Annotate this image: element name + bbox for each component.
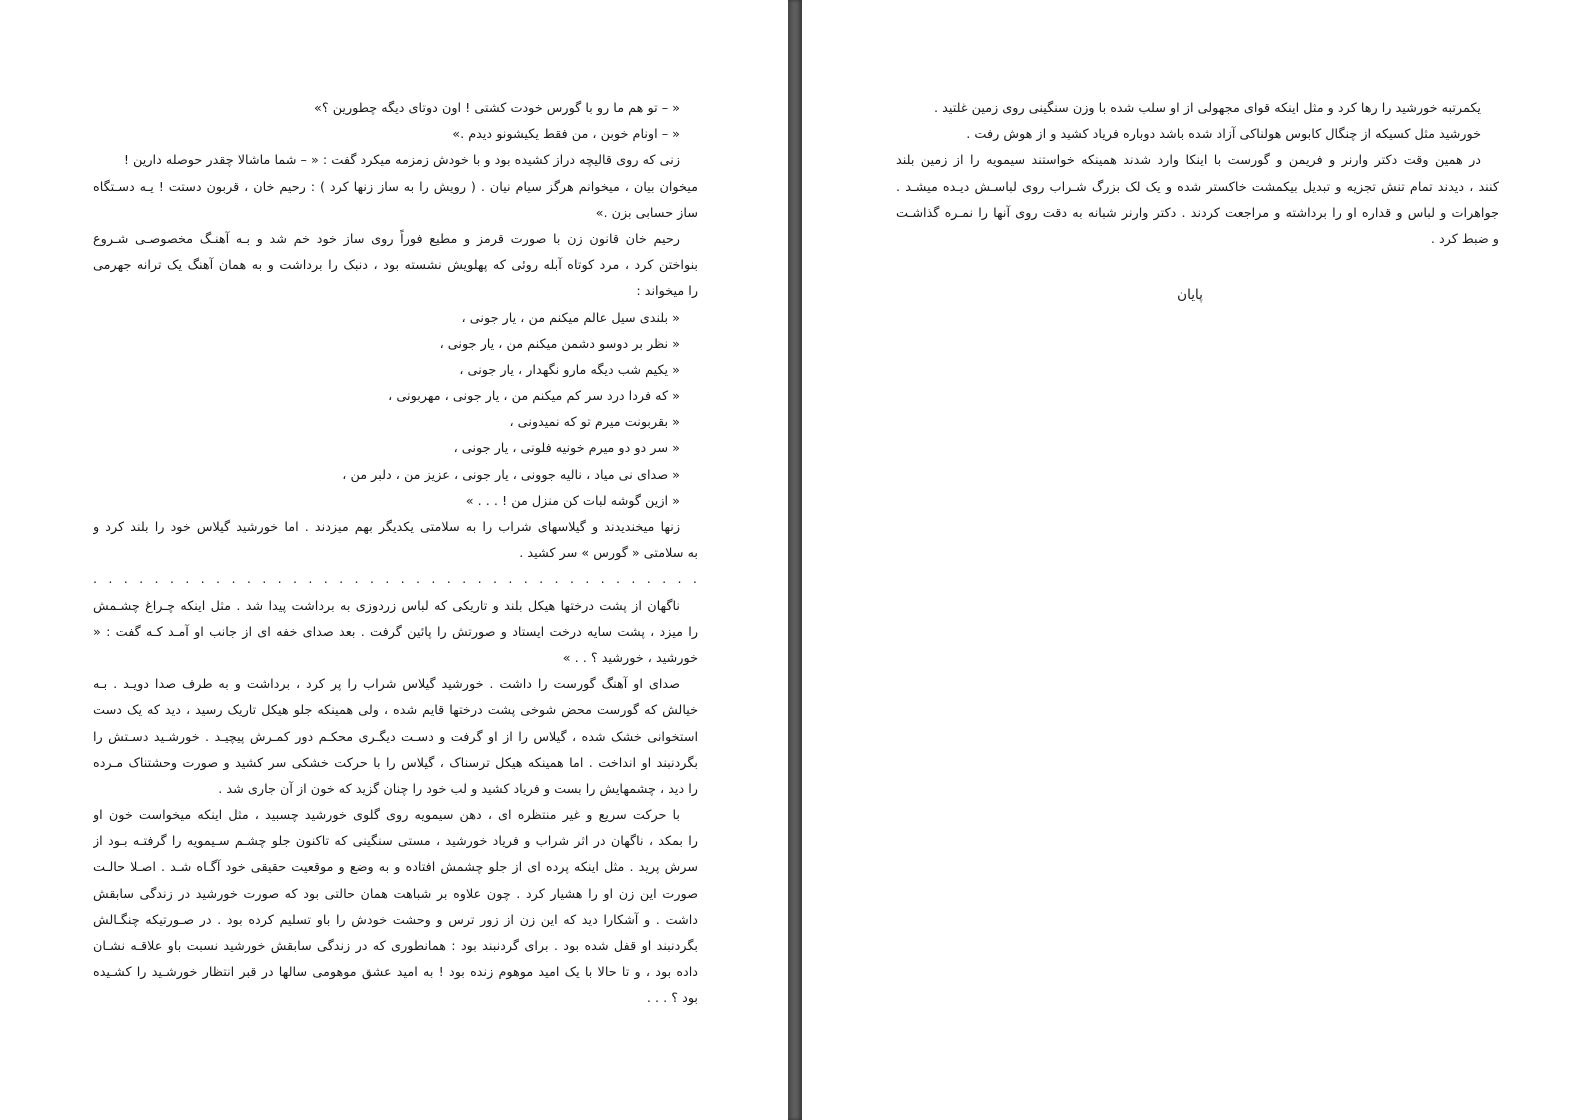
text-line: و ضبط کرد . <box>1430 231 1499 247</box>
text-line: صدای او آهنگ گورست را داشت . خورشید گیلاس شراب را پر کرد ، برداشت و به طرف صدا دویـد . بـه <box>93 677 680 693</box>
text-line: سرش پرید . مثل اینکه پرده ای از جلو چشمش افتاده و به وضع و موقعیت حقیقی خود آگـاه شـد . اصـلا حالـت <box>93 860 698 876</box>
text-line: صورت این زن او را هشیار کرد . چون علاوه بر شباهت همان حالتی بود که صورت خورشید در زندگی سابقش <box>93 886 698 902</box>
text-line: زنها میخندیدند و گیلاسهای شراب را به سلامتی یکدیگر بهم میزدند . اما خورشید گیلاس خود را بلند کرد و <box>93 520 680 535</box>
text-line: داشت . و آشکارا دید که این زن از زور ترس و وحشت خودش را باو تسلیم کرده بود . در صـورتیکه چنگـالش <box>93 912 698 928</box>
text-line: بگردنبند او انداخت . اما همینکه هیکل ترسناک ، گیلاس را با حرکت خشکی سر کشید و صورت وحشتناک مـرده <box>93 755 698 771</box>
text-line: « ازین گوشه لبات کن منزل من ! . . . » <box>465 493 680 509</box>
text-line: . . . . . . . . . . . . . . . . . . . . . . . . . . . . . . . . . . . . . . . . <box>93 572 698 588</box>
text-line: به سلامتی « گورس » سر کشید . <box>519 546 698 562</box>
text-line: در همین وقت دکتر وارنر و فریمن و گورست با اینکا وارد شدند همینکه خواستند سیمویه را از زمین بلند <box>896 153 1481 169</box>
left-page-text <box>93 96 698 1013</box>
text-line: ناگهان از پشت درختها هیکل بلند و تاریکی که لباس زردوزی به برداشت پیدا شد . مثل اینکه چـراغ چشـمش <box>93 598 680 614</box>
text-line: خورشید ، خورشید ؟ . . » <box>562 650 698 666</box>
text-line: « صدای نی میاد ، نالیه جوونی ، یار جونی ، عزیز من ، دلبر من ، <box>342 467 680 483</box>
text-line: « که فردا درد سر کم میکنم من ، یار جونی ، مهربونی ، <box>388 389 680 405</box>
end-mark: پایان <box>1177 287 1203 303</box>
text-line: زنی که روی قالیچه دراز کشیده بود و با خودش زمزمه میکرد گفت : « – شما ماشالا چقدر حوصله دارین ! <box>123 153 680 169</box>
text-line: « یکیم شب دیگه مارو نگهدار ، یار جونی ، <box>459 362 680 378</box>
text-line: « سر دو دو میرم خونیه فلونی ، یار جونی ، <box>453 441 680 457</box>
text-line: را میزد ، پشت سایه درخت ایستاد و صورتش را پائین گرفت . بعد صدای خفه ای از جانب او آمـد کـه گفت : « <box>93 624 698 640</box>
text-line: کنند ، دیدند تمام تنش تجزیه و تبدیل بیکمشت خاکستر شده و یک لک بزرگ شـراب روی لباسـش دیـده میشـد . <box>896 179 1499 195</box>
text-line: خیالش که گورست محض شوخی پشت درختها قایم شده ، ولی همینکه جلو هیکل تاریک رسید ، دید که یک دست <box>93 703 698 719</box>
text-line: « بقربونت میرم تو که نمیدونی ، <box>509 415 680 431</box>
right-page-text <box>896 96 1499 253</box>
text-line: بنواختن کرد ، مرد کوتاه آبله روئی که پهلویش نشسته بود ، دنبک را برداشت و به همان آهنگ یک ترانه جهرمی <box>93 258 698 274</box>
left-page <box>0 0 788 1120</box>
text-line: « – تو هم ما رو با گورس خودت کشتی ! اون دوتای دیگه چطورین ؟» <box>314 101 680 116</box>
text-line: با حرکت سریع و غیر منتظره ای ، دهن سیمویه روی گلوی خورشید چسبید ، مثل اینکه میخواست خون او <box>93 808 680 824</box>
text-line: « – اونام خوبن ، من فقط یکیشونو دیدم .» <box>452 127 680 143</box>
text-line: را بمکد ، ناگهان در اثر شراب و فریاد خورشید ، مستی سنگینی که تاکنون جلو چشـم سـیمویه را گرفتـه بـود از <box>93 834 698 850</box>
text-line: بگردنبند او قفل شده بود . برای گردنبند بود : همانطوری که در زندگی سابقش خورشید نسبت باو علاقـه نشـان <box>93 939 698 954</box>
text-line: یکمرتبه خورشید را رها کرد و مثل اینکه قوای مجهولی از او سلب شده با وزن سنگینی روی زمین غلتید . <box>934 101 1481 116</box>
text-line: ساز حسابی بزن .» <box>595 205 698 221</box>
text-line: « بلندی سیل عالم میکنم من ، یار جونی ، <box>461 310 680 326</box>
text-line: خورشید مثل کسیکه از چنگال کابوس هولناکی آزاد شده باشد دوباره فریاد کشید و از هوش رفت . <box>966 127 1481 143</box>
text-line: استخوانی خشک شده ، گیلاس را از او گرفت و دسـت دیگـری محکـم دور کمـرش پیچیـد . خورشـید دسـتش را <box>93 729 698 745</box>
book-gutter <box>788 0 802 1120</box>
text-line: میخوان بیان ، میخوانم هرگز سیام نیان . ( رویش را به ساز زنها کرد ) : رحیم خان ، قربون دستت ! یـه دسـتگاه <box>93 179 698 195</box>
text-line: را دید ، چشمهایش را بست و فریاد کشید و لب خود را چنان گزید که خون از آن جاری شد . <box>218 781 698 797</box>
text-line: رحیم خان قانون زن با صورت قرمز و مطیع فوراً روی ساز خود خم شد و بـه آهنـگ مخصوصـی شـروع <box>93 231 680 247</box>
text-line: بود ؟ . . . <box>646 991 698 1007</box>
text-line: داده بود ، و تا حالا با یک امید موهوم زنده بود ! به امید عشق موهومی سالها در قبر انتظار خورشـید را کشـیده <box>93 965 698 981</box>
text-line: جواهرات و لباس و قداره او را برداشته و مراجعت کردند . دکتر وارنر شبانه به دقت روی آنها را نمـره گذاشـت <box>896 205 1499 221</box>
text-line: را میخواند : <box>636 284 698 300</box>
text-line: « نظر بر دوسو دشمن میکنم من ، یار جونی ، <box>439 336 680 352</box>
